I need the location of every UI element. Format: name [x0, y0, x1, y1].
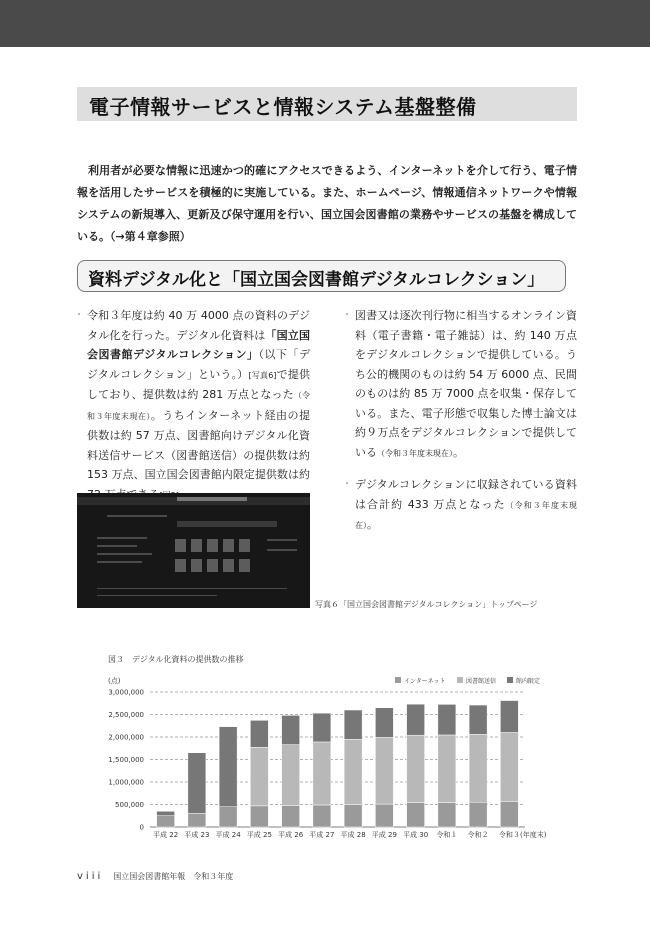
photo-text-line — [267, 539, 297, 541]
bar-segment — [344, 710, 362, 739]
photo-thumbnail — [207, 559, 218, 572]
page-title-box — [77, 87, 577, 121]
legend-swatch — [457, 677, 463, 683]
photo-thumbnail — [223, 539, 234, 552]
bar-segment — [500, 801, 518, 827]
bar-segment — [313, 805, 331, 827]
x-tick-label: 平成 26 — [278, 831, 304, 839]
right-bullet-1 — [345, 306, 577, 463]
text-span: 。 — [367, 518, 378, 531]
date-note: （令和３年度末現在） — [87, 391, 311, 421]
y-tick-label: 1,000,000 — [108, 778, 144, 787]
x-tick-label: 平成 28 — [340, 831, 366, 839]
photo-thumbnail — [175, 539, 186, 552]
bar-segment — [344, 805, 362, 828]
y-tick-label: 500,000 — [115, 801, 144, 809]
photo-thumbnail — [239, 539, 250, 552]
date-note: （令和３年度末現在） — [355, 500, 577, 530]
bar-segment — [313, 742, 331, 805]
bar-segment — [375, 804, 393, 827]
legend-label: インターネット — [404, 678, 446, 685]
photo-text-line — [97, 545, 137, 547]
photo-thumbnail — [175, 559, 186, 572]
bar-segment — [407, 704, 425, 735]
bar-segment — [219, 727, 237, 807]
x-tick-label: 平成 24 — [215, 831, 241, 839]
bar-segment — [250, 720, 268, 747]
bar-segment — [250, 747, 268, 806]
intro-text: 利用者が必要な情報に迅速かつ的確にアクセスできるよう、インターネットを介して行う、電子情報を活用したサービスを積極的に実施している。また、ホームページ、情報通信ネットワークや情報システムの新規導入、更新及び保守運用を行い、国立国会図書館の業務やサービスの基盤を構成している。（→第４章参照） — [77, 164, 577, 243]
legend-label: 図書館送信 — [466, 678, 497, 685]
bar-segment — [157, 816, 175, 827]
bar-segment — [157, 811, 175, 816]
date-note: （令和３年度末現在） — [377, 448, 453, 458]
right-column — [345, 306, 577, 548]
y-tick-label: 2,000,000 — [108, 733, 144, 742]
bar-segment — [407, 803, 425, 827]
x-tick-label: 平成 27 — [309, 831, 335, 839]
photo-thumbnail — [191, 559, 202, 572]
bar-segment — [313, 713, 331, 742]
photo-search-box — [177, 521, 277, 527]
text-span: （以下「デジタルコレクション」という。） — [87, 348, 311, 381]
bar-segment — [438, 735, 456, 803]
x-tick-label: 令和３ — [498, 831, 520, 839]
legend-swatch — [507, 677, 513, 683]
photo-reference: [写真6] — [248, 370, 277, 380]
section-heading-box — [77, 260, 566, 292]
photo-thumbnail — [191, 539, 202, 552]
y-unit-label: (点) — [108, 677, 121, 685]
x-tick-label: 令和１ — [436, 831, 458, 839]
collection-name-text: 「国立国会図書館デジタルコレクション」 — [87, 328, 310, 361]
photo-text-line — [107, 515, 167, 517]
text-span: デジタルコレクションに収録されている資料は合計約 433 万点となった — [355, 478, 577, 511]
photo-text-line — [97, 561, 142, 563]
bar-segment — [500, 701, 518, 733]
photo-thumbnail — [239, 559, 250, 572]
bar-segment — [407, 735, 425, 803]
collection-screenshot-photo — [77, 493, 310, 608]
y-tick-label: 0 — [139, 823, 144, 832]
bar-segment — [344, 739, 362, 804]
left-column — [77, 306, 310, 517]
right-bullet-2 — [345, 475, 577, 536]
y-tick-label: 1,500,000 — [108, 756, 144, 764]
x-tick-label: 平成 23 — [184, 831, 210, 839]
photo-caption: 写真６「国立国会図書館デジタルコレクション」トップページ — [315, 600, 538, 609]
provision-chart — [0, 665, 650, 865]
bar-segment — [282, 805, 300, 827]
figure-title: 図３ デジタル化資料の提供数の推移 — [108, 655, 244, 664]
publication-name: 国立国会図書館年報 令和３年度 — [113, 872, 234, 881]
y-tick-label: 2,500,000 — [108, 711, 144, 719]
section-title: 資料デジタル化と「国立国会図書館デジタルコレクション」 — [88, 270, 545, 290]
bar-segment — [500, 733, 518, 802]
left-bullet-1 — [77, 306, 310, 505]
header-bar — [0, 0, 650, 47]
text-span: 図書又は逐次刊行物に相当するオンライン資料（電子書籍・電子雑誌）は、約 140 万点をデジタルコレクションで提供している。うち公的機関のものは約 54 万 6000 点、民間のものは約 85 万 7000 点を収集・保存している。また、電子形態で収集した博士論文は約９万点をデジタルコレクションで提供している — [355, 309, 577, 459]
bar-segment — [438, 802, 456, 827]
photo-text-line — [97, 595, 217, 596]
bar-segment — [282, 745, 300, 806]
photo-text-line — [97, 537, 147, 539]
legend-swatch — [395, 677, 401, 683]
photo-thumbnail — [223, 559, 234, 572]
photo-text-line — [97, 588, 287, 589]
bar-segment — [250, 806, 268, 827]
bar-segment — [188, 814, 206, 828]
bar-segment — [219, 807, 237, 827]
page-title: 電子情報サービスと情報システム基盤整備 — [89, 95, 477, 119]
bar-segment — [375, 708, 393, 738]
text-span: 。うちインターネット経由の提供数は約 57 万点、図書館向けデジタル化資料送信サービス（図書館送信）の提供数は約 153 万点、国立国会図書館内限定提供数は約 — [87, 408, 311, 481]
text-span: 。 — [453, 445, 464, 459]
x-tick-label: 平成 29 — [371, 831, 397, 839]
text-span: で提供しており、提供数は約 281 万点となった — [87, 367, 310, 401]
footer — [77, 871, 233, 882]
text-span: 令和３年度は約 40 万 4000 点の資料のデジタル化を行った。デジタル化資料は — [87, 309, 310, 342]
x-tick-label: 令和２ — [467, 831, 489, 839]
bar-segment — [375, 737, 393, 804]
legend-label: 館内限定 — [516, 678, 541, 685]
bar-segment — [469, 734, 487, 802]
x-unit-label: (年度末) — [520, 831, 547, 839]
photo-text-line — [267, 549, 297, 551]
bar-segment — [188, 753, 206, 814]
photo-site-logo — [177, 497, 247, 501]
x-tick-label: 平成 25 — [246, 831, 272, 839]
x-tick-label: 平成 22 — [153, 831, 179, 839]
bar-segment — [469, 705, 487, 734]
photo-text-line — [97, 553, 152, 555]
page-number: viii — [77, 871, 104, 882]
bar-segment — [438, 704, 456, 735]
intro-paragraph — [77, 160, 577, 248]
bar-segment — [282, 715, 300, 744]
photo-thumbnail — [207, 539, 218, 552]
bar-segment — [469, 802, 487, 827]
y-tick-label: 3,000,000 — [108, 688, 144, 697]
x-tick-label: 平成 30 — [403, 831, 429, 839]
